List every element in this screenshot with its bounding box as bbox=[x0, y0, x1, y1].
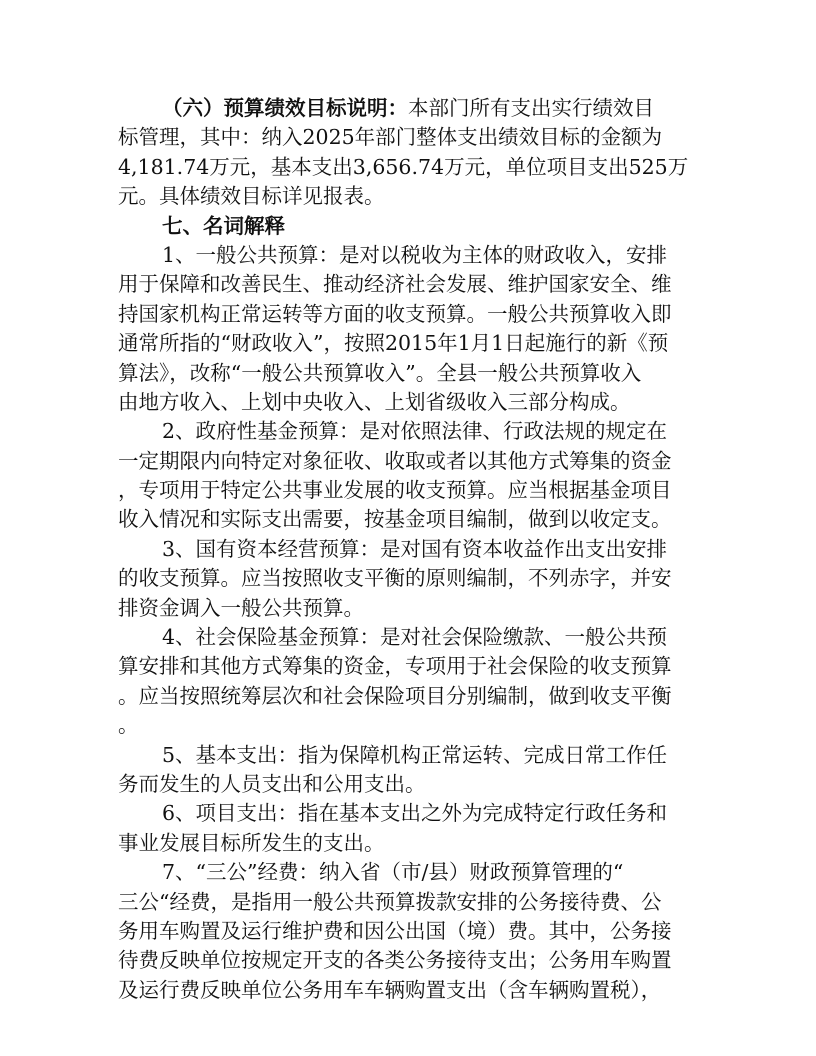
paragraph-line: 2、政府性基金预算：是对依照法律、行政法规的规定在 bbox=[162, 419, 668, 444]
paragraph-line: 一定期限内向特定对象征收、收取或者以其他方式筹集的资金 bbox=[118, 448, 672, 473]
term-social-insurance-budget bbox=[118, 623, 700, 741]
paragraph-line: 6、项目支出：指在基本支出之外为完成特定行政任务和 bbox=[162, 801, 668, 826]
paragraph-line: 排资金调入一般公共预算。 bbox=[118, 595, 364, 620]
paragraph-line bbox=[118, 94, 700, 123]
paragraph-line: 务用车购置及运行维护费和因公出国（境）费。其中，公务接 bbox=[118, 918, 672, 943]
paragraph-line: 由地方收入、上划中央收入、上划省级收入三部分构成。 bbox=[118, 389, 631, 414]
term-project-expenditure bbox=[118, 799, 700, 858]
paragraph-line: 持国家机构正常运转等方面的收支预算。一般公共预算收入即 bbox=[118, 301, 672, 326]
paragraph-line: 三公“经费，是指用一般公共预算拨款安排的公务接待费、公 bbox=[118, 889, 662, 914]
paragraph-line: 4、社会保险基金预算：是对社会保险缴款、一般公共预 bbox=[162, 625, 668, 650]
paragraph-budget-performance bbox=[118, 94, 700, 212]
term-state-capital-budget bbox=[118, 535, 700, 623]
paragraph-line: 3、国有资本经营预算：是对国有资本收益作出支出安排 bbox=[162, 536, 668, 561]
paragraph-line: 事业发展目标所发生的支出。 bbox=[118, 830, 385, 855]
paragraph-line: 4,181.74万元，基本支出3,656.74万元，单位项目支出525万 bbox=[118, 154, 689, 179]
paragraph-line: 。应当按照统筹层次和社会保险项目分别编制，做到收支平衡 bbox=[118, 683, 672, 708]
paragraph-line: ，专项用于特定公共事业发展的收支预算。应当根据基金项目 bbox=[118, 478, 672, 503]
paragraph-line: 算法》，改称“一般公共预算收入”。全县一般公共预算收入 bbox=[118, 360, 642, 385]
paragraph-line: 。 bbox=[118, 713, 139, 738]
document-page bbox=[118, 94, 700, 1005]
term-general-public-budget bbox=[118, 241, 700, 417]
paragraph-line: 元。具体绩效目标详见报表。 bbox=[118, 184, 385, 209]
paragraph-line: 待费反映单位按规定开支的各类公务接待支出；公务用车购置 bbox=[118, 948, 672, 973]
paragraph-line: 用于保障和改善民生、推动经济社会发展、维护国家安全、维 bbox=[118, 272, 672, 297]
term-three-public-expenses bbox=[118, 858, 700, 1005]
paragraph-line: 及运行费反映单位公务用车车辆购置支出（含车辆购置税）， bbox=[118, 977, 662, 1002]
paragraph-line: 务而发生的人员支出和公用支出。 bbox=[118, 771, 426, 796]
subsection-title: （六）预算绩效目标说明： bbox=[162, 96, 408, 120]
paragraph-line: 通常所指的“财政收入”，按照2015年1月1日起施行的新《预 bbox=[118, 331, 669, 356]
paragraph-line: 标管理，其中：纳入2025年部门整体支出绩效目标的金额为 bbox=[118, 125, 663, 150]
term-government-fund-budget bbox=[118, 417, 700, 535]
term-basic-expenditure bbox=[118, 741, 700, 800]
paragraph-text: 本部门所有支出实行绩效目 bbox=[408, 96, 654, 120]
paragraph-line: 7、“三公”经费：纳入省（市/县）财政预算管理的“ bbox=[162, 860, 624, 885]
paragraph-line: 的收支预算。应当按照收支平衡的原则编制，不列赤字，并安 bbox=[118, 566, 672, 591]
paragraph-line: 算安排和其他方式筹集的资金，专项用于社会保险的收支预算 bbox=[118, 654, 672, 679]
paragraph-line: 5、基本支出：指为保障机构正常运转、完成日常工作任 bbox=[162, 742, 668, 767]
section-heading: 七、名词解释 bbox=[162, 213, 285, 238]
paragraph-line: 1、一般公共预算：是对以税收为主体的财政收入，安排 bbox=[162, 242, 668, 267]
paragraph-line: 收入情况和实际支出需要，按基金项目编制，做到以收定支。 bbox=[118, 507, 672, 532]
